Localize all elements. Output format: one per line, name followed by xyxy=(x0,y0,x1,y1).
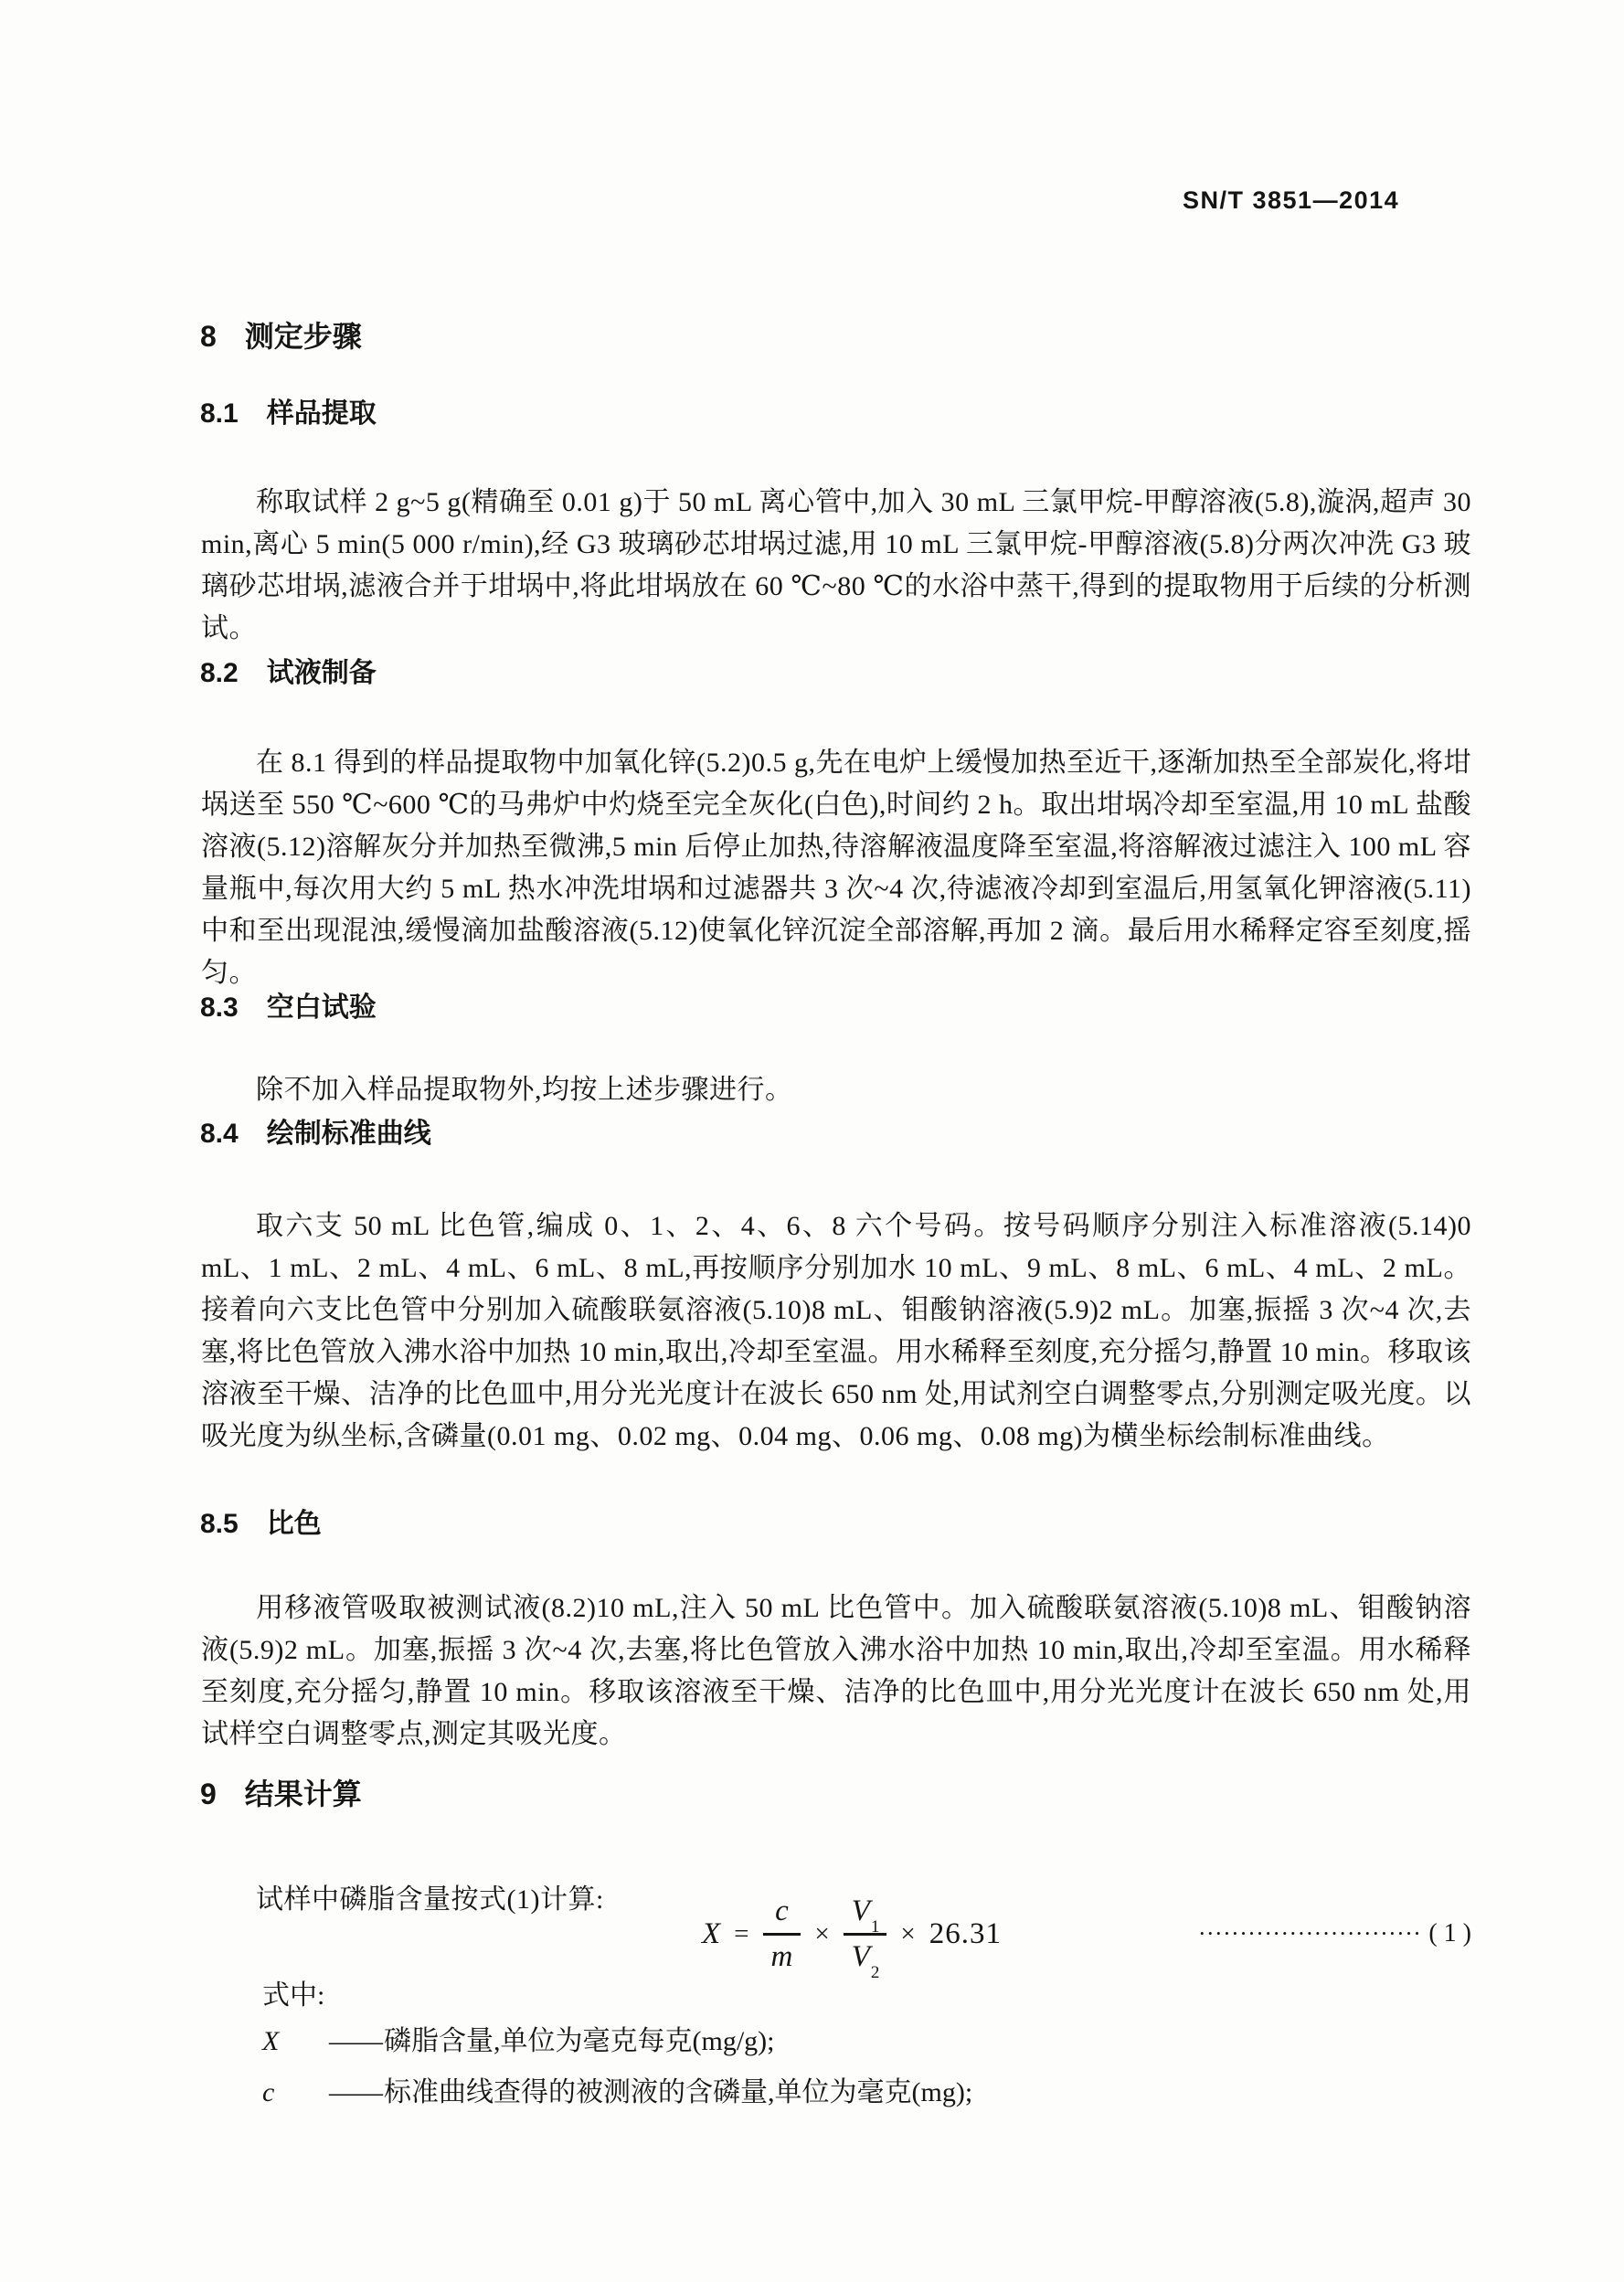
section-8-4-paragraph: 取六支 50 mL 比色管,编成 0、1、2、4、6、8 六个号码。按号码顺序分别注入标准溶液(5.14)0 mL、1 mL、2 mL、4 mL、6 mL、8 mL,再按顺序分别加水 10 mL、9 mL、8 mL、6 mL、4 mL、2 mL。接着向六支比色管中分别加入硫酸联氨溶液(5.10)8 mL、钼酸钠溶液(5.9)2 mL。加塞,振摇 3 次~4 次,去塞,将比色管放入沸水浴中加热 10 min,取出,冷却至室温。用水稀释至刻度,充分摇匀,静置 10 min。移取该溶液至干燥、洁净的比色皿中,用分光光度计在波长 650 nm 处,用试剂空白调整零点,分别测定吸光度。以吸光度为纵坐标,含磷量(0.01 mg、0.02 mg、0.04 mg、0.06 mg、0.08 mg)为横坐标绘制标准曲线。 xyxy=(201,1211,1471,1451)
fraction-denominator-m: m xyxy=(763,1933,801,1972)
section-8-heading xyxy=(200,313,362,356)
fraction-c-over-m xyxy=(763,1896,801,1972)
fraction-numerator-v1 xyxy=(844,1894,887,1937)
section-8-1-number: 8.1 xyxy=(200,398,239,429)
multiply-sign: × xyxy=(814,1918,830,1948)
formula-1-leader xyxy=(1200,1917,1471,1950)
section-8-5-heading xyxy=(200,1501,322,1541)
fraction-v1-over-v2 xyxy=(844,1894,887,1983)
definition-symbol-c: c xyxy=(262,2077,275,2107)
section-9-intro-paragraph: 试样中磷脂含量按式(1)计算: xyxy=(256,1884,604,1915)
section-8-4-heading xyxy=(200,1110,431,1151)
formula-constant: 26.31 xyxy=(929,1916,1003,1950)
section-8-2-paragraph: 在 8.1 得到的样品提取物中加氧化锌(5.2)0.5 g,先在电炉上缓慢加热至近干,逐渐加热至全部炭化,将坩埚送至 550 ℃~600 ℃的马弗炉中灼烧至完全灰化(白色),时间约 2 h。取出坩埚冷却至室温,用 10 mL 盐酸溶液(5.12)溶解灰分并加热至微沸,5 min 后停止加热,待溶解液温度降至室温,将溶解液过滤注入 100 mL 容量瓶中,每次用大约 5 mL 热水冲洗坩埚和过滤器共 3 次~4 次,待滤液冷却到室温后,用氢氧化钾溶液(5.11)中和至出现混浊,缓慢滴加盐酸溶液(5.12)使氧化锌沉淀全部溶解,再加 2 滴。最后用水稀释定容至刻度,摇匀。 xyxy=(201,748,1471,988)
multiply-sign-2: × xyxy=(900,1918,916,1948)
section-8-title: 测定步骤 xyxy=(244,320,362,353)
section-8-5-number: 8.5 xyxy=(200,1509,239,1539)
section-8-3-paragraph: 除不加入样品提取物外,均按上述步骤进行。 xyxy=(256,1075,793,1105)
subscript-1: 1 xyxy=(870,1917,880,1937)
section-8-1-heading xyxy=(200,390,377,430)
definition-dash-x: —— xyxy=(329,2026,382,2056)
section-8-2-title: 试液制备 xyxy=(266,658,377,688)
standard-number-header: SN/T 3851—2014 xyxy=(1183,186,1400,214)
formula-1-equation xyxy=(702,1881,1002,1987)
variable-v2: V xyxy=(851,1939,870,1973)
definition-symbol-x: X xyxy=(262,2026,280,2056)
section-9-number: 9 xyxy=(200,1778,217,1810)
definition-desc-c: 标准曲线查得的被测液的含磷量,单位为毫克(mg); xyxy=(384,2077,973,2107)
section-8-5-title: 比色 xyxy=(266,1509,322,1539)
section-8-3-title: 空白试验 xyxy=(266,992,377,1023)
section-8-4-number: 8.4 xyxy=(200,1119,239,1149)
formula-1-block xyxy=(201,1881,1471,1987)
dotted-leader: ••••••••••••••••••••••••••• xyxy=(1199,1926,1424,1940)
section-8-4-title: 绘制标准曲线 xyxy=(266,1119,431,1149)
equals-sign: = xyxy=(734,1918,749,1948)
fraction-denominator-v2 xyxy=(844,1933,887,1983)
definition-row-x xyxy=(262,2022,1469,2062)
formula-1-label: ( 1 ) xyxy=(1428,1919,1471,1948)
section-8-1-paragraph: 称取试样 2 g~5 g(精确至 0.01 g)于 50 mL 离心管中,加入 30 mL 三氯甲烷-甲醇溶液(5.8),漩涡,超声 30 min,离心 5 min(5 000 r/min),经 G3 玻璃砂芯坩埚过滤,用 10 mL 三氯甲烷-甲醇溶液(5.8)分两次冲洗 G3 玻璃砂芯坩埚,滤液合并于坩埚中,将此坩埚放在 60 ℃~80 ℃的水浴中蒸干,得到的提取物用于后续的分析测试。 xyxy=(201,487,1471,643)
section-8-2-number: 8.2 xyxy=(200,658,239,688)
subscript-2: 2 xyxy=(870,1963,880,1983)
section-8-1-title: 样品提取 xyxy=(266,398,377,429)
section-9-heading xyxy=(200,1771,362,1813)
section-8-3-number: 8.3 xyxy=(200,992,239,1023)
definition-desc-x: 磷脂含量,单位为毫克每克(mg/g); xyxy=(384,2026,775,2056)
section-9-title: 结果计算 xyxy=(244,1778,362,1810)
where-label: 式中: xyxy=(262,1980,325,2011)
section-8-2-heading xyxy=(200,650,377,690)
section-8-number: 8 xyxy=(200,320,217,353)
section-8-5-paragraph: 用移液管吸取被测试液(8.2)10 mL,注入 50 mL 比色管中。加入硫酸联氨溶液(5.10)8 mL、钼酸钠溶液(5.9)2 mL。加塞,振摇 3 次~4 次,去塞,将比色管放入沸水浴中加热 10 min,取出,冷却至室温。用水稀释至刻度,充分摇匀,静置 10 min。移取该溶液至干燥、洁净的比色皿中,用分光光度计在波长 650 nm 处,用试样空白调整零点,测定其吸光度。 xyxy=(201,1593,1471,1749)
section-8-3-heading xyxy=(200,984,377,1024)
variable-v1: V xyxy=(851,1894,870,1927)
definition-dash-c: —— xyxy=(329,2077,382,2107)
formula-lhs: X xyxy=(702,1916,721,1950)
definition-row-c xyxy=(262,2073,1469,2113)
fraction-numerator-c: c xyxy=(775,1894,789,1927)
